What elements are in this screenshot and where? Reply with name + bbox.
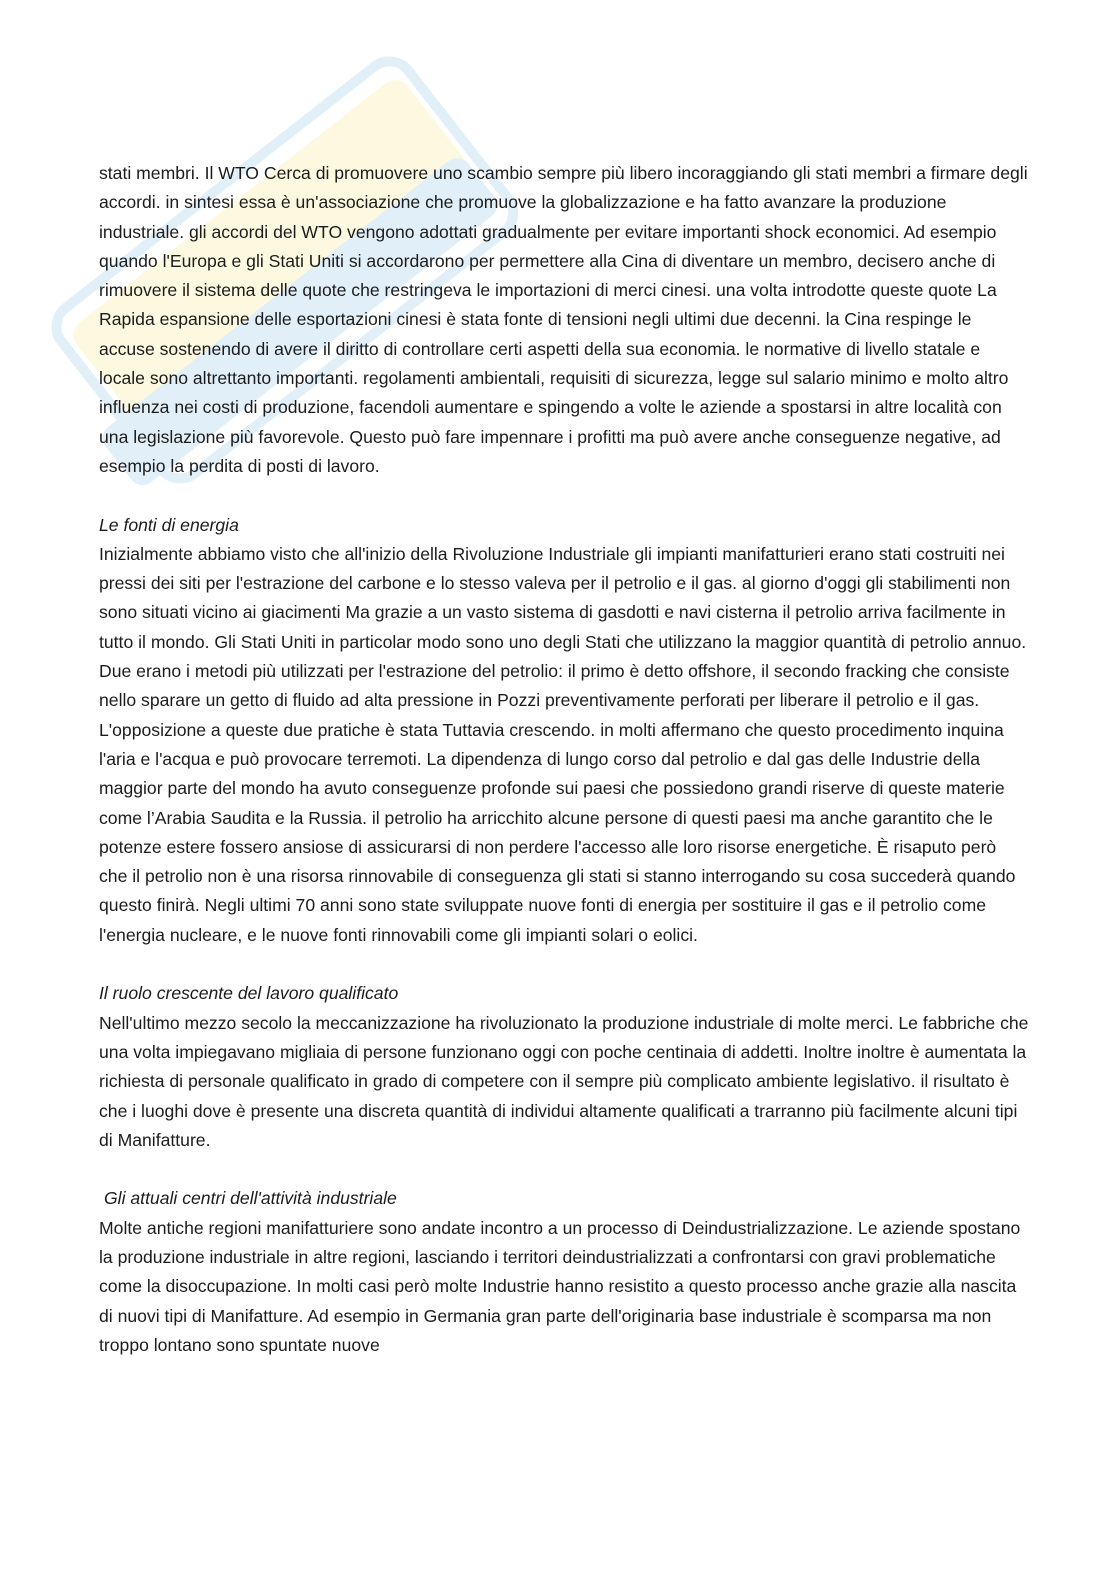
section-paragraph: Molte antiche regioni manifatturiere sono andate incontro a un processo di Deindustrializzazione. Le aziende spostano la produzione industriale in altre regioni, lasciando i territori deindustrializzati a confrontarsi con gravi problematiche come la disoccupazione. In molti casi però molte Industrie hanno resistito a questo processo anche grazie alla nascita di nuovi tipi di Manifatture. Ad esempio in Germania gran parte dell'originaria base industriale è scomparsa ma non troppo lontano sono spuntate nuove	[99, 1217, 1021, 1355]
section-heading: Gli attuali centri dell'attività industriale	[104, 1188, 397, 1209]
section-heading: Le fonti di energia	[99, 514, 239, 535]
section-paragraph: Inizialmente abbiamo visto che all'inizio della Rivoluzione Industriale gli impianti manifatturieri erano stati costruiti nei pressi dei siti per l'estrazione del carbone e lo stesso valeva per il petrolio e il gas. al giorno d'oggi gli stabilimenti non sono situati vicino ai giacimenti Ma grazie a un vasto sistema di gasdotti e navi cisterna il petrolio arriva facilmente in tutto il mondo. Gli Stati Uniti in particolar modo sono uno degli Stati che utilizzano la maggior quantità di petrolio annuo. Due erano i metodi più utilizzati per l'estrazione del petrolio: il primo è detto offshore, il secondo fracking che consiste nello sparare un getto di fluido ad alta pressione in Pozzi preventivamente perforati per liberare il petrolio e il gas. L'opposizione a queste due pratiche è stata Tuttavia crescendo. in molti affermano che questo procedimento inquina l'aria e l'acqua e può provocare terremoti. La dipendenza di lungo corso dal petrolio e dal gas delle Industrie della maggior parte del mondo ha avuto conseguenze profonde sui paesi che possiedono grandi riserve di queste materie come l’Arabia Saudita e la Russia. il petrolio ha arricchito alcune persone di questi paesi ma anche garantito che le potenze estere fossero ansiose di assicurarsi di non perdere l'accesso alle loro risorse energetiche. È risaputo però che il petrolio non è una risorsa rinnovabile di conseguenza gli stati si stanno interrogando su cosa succederà quando questo finirà. Negli ultimi 70 anni sono state sviluppate nuove fonti di energia per sostituire il gas e il petrolio come l'energia nucleare, e le nuove fonti rinnovabili come gli impianti solari o eolici.	[99, 543, 1027, 945]
section-fonti-energia	[99, 511, 1029, 950]
intro-paragraph: stati membri. Il WTO Cerca di promuovere uno scambio sempre più libero incoraggiando gli stati membri a firmare degli accordi. in sintesi essa è un'associazione che promuove la globalizzazione e ha fatto avanzare la produzione industriale. gli accordi del WTO vengono adottati gradualmente per evitare importanti shock economici. Ad esempio quando l'Europa e gli Stati Uniti si accordarono per permettere alla Cina di diventare un membro, decisero anche di rimuovere il sistema delle quote che restringeva le importazioni di merci cinesi. una volta introdotte queste quote La Rapida espansione delle esportazioni cinesi è stata fonte di tensioni negli ultimi due decenni. la Cina respinge le accuse sostenendo di avere il diritto di controllare certi aspetti della sua economia. le normative di livello statale e locale sono altrettanto importanti. regolamenti ambientali, requisiti di sicurezza, legge sul salario minimo e molto altro influenza nei costi di produzione, facendoli aumentare e spingendo a volte le aziende a spostarsi in altre località con una legislazione più favorevole. Questo può fare impennare i profitti ma può avere anche conseguenze negative, ad esempio la perdita di posti di lavoro.	[99, 163, 1028, 476]
section-centri-industriali	[99, 1184, 1029, 1360]
section-paragraph: Nell'ultimo mezzo secolo la meccanizzazione ha rivoluzionato la produzione industriale di molte merci. Le fabbriche che una volta impiegavano migliaia di persone funzionano oggi con poche centinaia di addetti. Inoltre inoltre è aumentata la richiesta di personale qualificato in grado di competere con il sempre più complicato ambiente legislativo. il risultato è che i luoghi dove è presente una discreta quantità di individui altamente qualificati a trarranno più facilmente alcuni tipi di Manifatture.	[99, 1012, 1029, 1150]
document-page	[99, 159, 1029, 1360]
section-heading: Il ruolo crescente del lavoro qualificato	[99, 983, 399, 1004]
section-lavoro-qualificato	[99, 979, 1029, 1155]
